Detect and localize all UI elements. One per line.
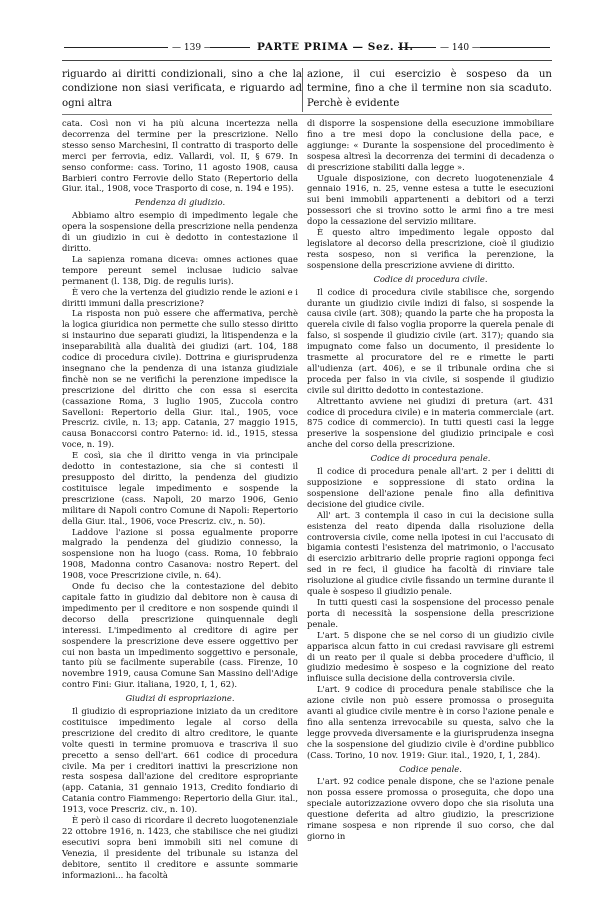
paragraph: È questo altro impedimento legale opposto dal legislatore al decorso della prescrizione, cioè il giudizio resta sospeso, non si verifica la perenzione, la sospensione della prescrizione avviene di diritto. (307, 227, 554, 270)
header-divider (62, 60, 552, 61)
section-heading-espropriazione: Giudizi di espropriazione. (125, 693, 235, 704)
section-heading-procedura-penale: Codice di procedura penale. (370, 453, 491, 464)
paragraph: È però il caso di ricordare il decreto luogotenenziale 22 ottobre 1916, n. 1423, che stabilisce che nei giudizi esecutivi sopra beni immobili siti nel comune di Venezia, il presidente del tribunale su istanza del debitore, sentito il creditore e assunte sommarie informazioni... ha facoltà (62, 815, 298, 880)
lead-paragraph-right: azione, il cui esercizio è sospeso da un termine, fino a che il termine non sia scaduto. Perchè è evidente (307, 69, 552, 109)
paragraph: L'art. 9 codice di procedura penale stabilisce che la azione civile non può essere promossa o proseguita avanti al giudice civile mentre è in corso l'azione penale e fino alla sentenza irrevocabile su questa, salvo che la legge provveda diversamente e la giurisprudenza insegna che la sospensione del giudizio civile è d'ordine pubblico (Cass. Torino, 10 nov. 1919: Giur. ital., 1920, I, 1, 284). (307, 684, 554, 760)
paragraph: È vero che la vertenza del giudizio rende le azioni e i diritti immuni dalla prescrizione? (62, 286, 298, 308)
lead-text-right (307, 68, 552, 111)
paragraph: L'art. 92 codice penale dispone, che se l'azione penale non possa essere promossa o proseguita, che dopo una speciale autorizzazione ovvero dopo che sia risoluta una questione deferita ad altro giudizio, la prescrizione rimane sospesa e non riprende il suo corso, che dal giorno in (307, 776, 554, 841)
paragraph: Onde fu deciso che la contestazione del debito capitale fatto in giudizio dal debitore non è causa di impedimento per il creditore e non sospende quindi il decorso della prescrizione quinquennale degli interessi. L'impedimento al creditore di agire per sospendere la prescrizione deve essere oggettivo per cui non basta un impedimento soggettivo e personale, tanto più se facilmente superabile (cass. Firenze, 10 novembre 1919, causa Comune San Massino dell'Adige contro Fini: Giur. italiana, 1920, I, 1, 62). (62, 581, 298, 690)
lead-paragraph-left: riguardo ai diritti condizionali, sino a che la condizione non siasi verificata, e riguardo ad ogni altra (62, 69, 302, 109)
section-heading-codice-penale: Codice penale. (399, 763, 462, 774)
lead-text-left (62, 68, 302, 111)
paragraph: L'art. 5 dispone che se nel corso di un giudizio civile apparisca alcun fatto in cui credasi ravvisare gli estremi di un reato per il quale si debba procedere d'ufficio, il giudizio medesimo è sospeso e la cognizione del reato influisce sulla decisione della controversia civile. (307, 629, 554, 684)
section-heading-pendenza: Pendenza di giudizio. (134, 197, 226, 208)
paragraph: Il giudizio di espropriazione iniziato da un creditore costituisce impedimento legale al corso della prescrizione del credito di altro creditore, le quante volte questi in termine promuova e trascriva il suo precetto a senso dell'art. 661 codice di procedura civile. Ma per i creditori inattivi la prescrizione non resta sospesa dall'azione del creditore espropriante (app. Catania, 31 gennaio 1913, Credito fondiario di Catania contro Fiammengo: Repertorio della Giur. ital., 1913, voce Prescriz. civ., n. 10). (62, 706, 298, 815)
paragraph: Il codice di procedura civile stabilisce che, sorgendo durante un giudizio civile indizi di falso, si sospende la causa civile (art. 308); quando la parte che ha proposta la querela civile di falso voglia proporre la querela penale di falso, si sospende il giudizio civile (art. 317); quando sia impugnato come falso un documento, il presidente lo trasmette al procuratore del re e rimette le parti all'udienza (art. 406), e se il tribunale ordina che si proceda per falso in via civile, si sospende il giudizio civile sul diritto dedotto in contestazione. (307, 286, 554, 395)
left-column (62, 118, 298, 881)
paragraph: Uguale disposizione, con decreto luogotenenziale 4 gennaio 1916, n. 25, venne estesa a tutte le esecuzioni sui beni immobili appartenenti a debitori od a terzi possessori che si trovino sotto le armi fino a tre mesi dopo la cessazione del servizio militare. (307, 172, 554, 227)
paragraph: La risposta non può essere che affermativa, perchè la logica giuridica non permette che sullo stesso diritto si instaurino due separati giudizi, la litispendenza e la inseparabilità alla dualità dei giudizi (art. 104, 188 codice di procedura civile). Dottrina e giurisprudenza insegnano che la pendenza di una istanza giudiziale finchè non se ne verifichi la perenzione impedisce la prescrizione del diritto che con essa si esercita (cassazione Roma, 3 luglio 1905, Zuccola contro Savelloni: Repertorio della Giur. ital., 1905, voce Prescriz. civile, n. 13; app. Catania, 27 maggio 1915, causa Bonaccorsi contro Paterno: id. id., 1915, stessa voce, n. 19). (62, 308, 298, 450)
paragraph: In tutti questi casi la sospensione del processo penale porta di necessità la sospensione della prescrizione penale. (307, 596, 554, 629)
section-divider (62, 114, 552, 115)
paragraph: Il codice di procedura penale all'art. 2 per i delitti di supposizione e soppressione di stato ordina la sospensione dell'azione penale fino alla definitiva decisione del giudice civile. (307, 466, 554, 509)
paragraph: Laddove l'azione si possa egualmente proporre malgrado la pendenza del giudizio connesso, la sospensione non ha luogo (cass. Roma, 10 febbraio 1908, Madonna contro Casanova: nostro Repert. del 1908, voce Prescrizione civile, n. 64). (62, 526, 298, 581)
header-rule-left (64, 47, 168, 48)
paragraph: La sapienza romana diceva: omnes actiones quae tempore pereunt semel inclusae iudicio salvae permanent (l. 138, Dig. de regulis iuris). (62, 253, 298, 286)
right-column (307, 118, 554, 842)
page-header (64, 41, 548, 57)
section-heading-procedura-civile: Codice di procedura civile. (373, 273, 488, 284)
paragraph: Altrettanto avviene nei giudizi di pretura (art. 431 codice di procedura civile) e in materia commerciale (art. 875 codice di commercio). In tutti questi casi la legge preserive la sospensione del giudizio principale e così anche del corso della prescrizione. (307, 395, 554, 450)
paragraph: E così, sia che il diritto venga in via principale dedotto in contestazione, sia che si contesti il presupposto del diritto, la pendenza del giudizio costituisce legale impedimento e sospende la prescrizione (cass. Napoli, 20 marzo 1906, Genio militare di Napoli contro Comune di Napoli: Repertorio della Giur. ital., 1906, voce Prescriz. civ., n. 50). (62, 450, 298, 526)
running-title: PARTE PRIMA — Sez. II. (257, 41, 414, 53)
paragraph: cata. Così non vi ha più alcuna incertezza nella decorrenza del termine per la prescrizione. Nello stesso senso Marchesini, Il contratto di trasporto delle merci per ferrovia, ediz. Vallardi, vol. II, § 679. In senso conforme: cass. Torino, 11 agosto 1908, causa Barbieri contro Ferrovie dello Stato (Repertorio della Giur. ital., 1908, voce Trasporto di cose, n. 194 e 195). (62, 118, 298, 194)
header-rule-mid-left (210, 47, 250, 48)
header-rule-right (480, 47, 550, 48)
paragraph: Abbiamo altro esempio di impedimento legale che opera la sospensione della prescrizione nella pendenza di un giudizio in cui è dedotto in contestazione il diritto. (62, 210, 298, 253)
paragraph: All' art. 3 contempla il caso in cui la decisione sulla esistenza del reato dipenda dalla risoluzione della controversia civile, come nella ipotesi in cui l'accusato di bigamia contesti l'esistenza del matrimonio, o l'accusato di esercizio arbitrario delle proprie ragioni opponga feci sed in re feci, il giudice ha facoltà di rinviare tale risoluzione al giudice civile fissando un termine durante il quale è sospeso il giudizio penale. (307, 509, 554, 597)
header-rule-mid-right (398, 47, 436, 48)
page-number-right: — 140 — (440, 43, 481, 53)
page-number-left: — 139 — (172, 43, 213, 53)
paragraph: di disporre la sospensione della esecuzione immobiliare fino a tre mesi dopo la conclusione della pace, e aggiunge: « Durante la sospensione del procedimento è sospesa altresì la decorrenza dei termini di decadenza o di prescrizione stabiliti dalla legge ». (307, 118, 554, 172)
column-separator (302, 68, 303, 112)
